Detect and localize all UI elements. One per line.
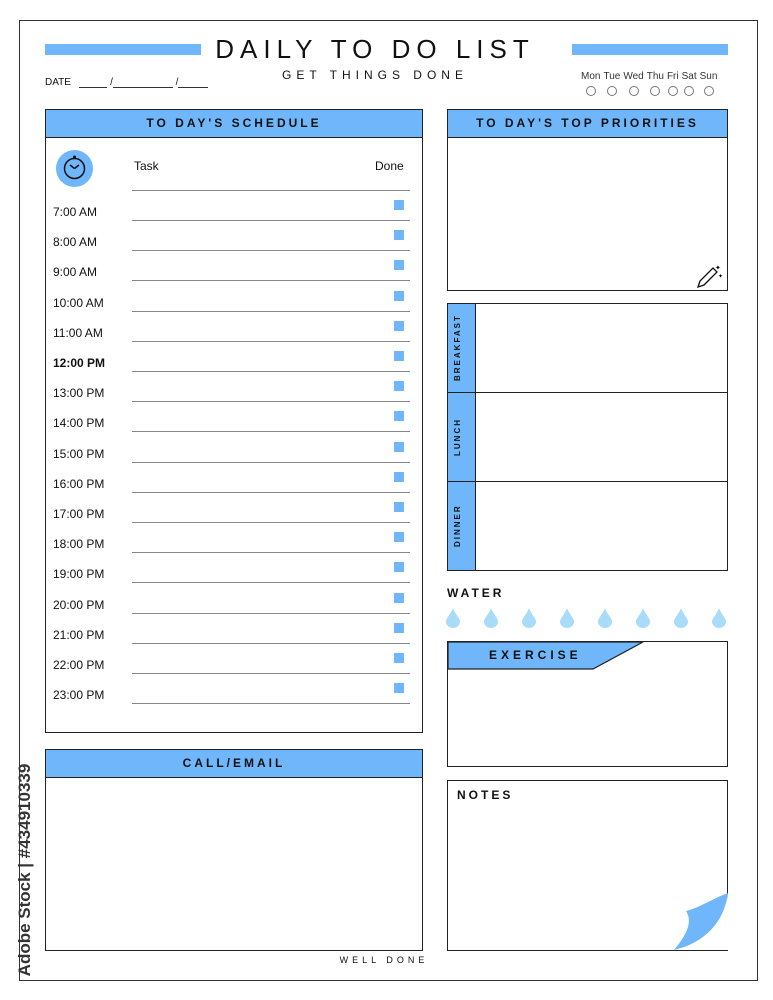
done-column-label: Done [375, 159, 404, 173]
task-line[interactable] [132, 492, 410, 493]
meal-dinner-label: DINNER [453, 504, 462, 548]
svg-text:✦: ✦ [718, 274, 723, 280]
done-checkbox[interactable] [394, 321, 404, 331]
time-slot-label: 22:00 PM [53, 658, 105, 672]
done-checkbox[interactable] [394, 623, 404, 633]
schedule-header: TO DAY'S SCHEDULE [46, 110, 422, 138]
water-drop-icon[interactable] [636, 608, 650, 628]
time-slot-label: 10:00 AM [53, 295, 104, 310]
weekday-selector [581, 71, 717, 96]
water-drop-icon[interactable] [598, 608, 612, 628]
weekday-checkbox[interactable] [704, 86, 714, 96]
task-line[interactable] [132, 341, 410, 342]
time-slot-label: 11:00 AM [53, 325, 103, 340]
done-checkbox[interactable] [394, 200, 404, 210]
meals-panel [447, 303, 728, 571]
task-line[interactable] [132, 673, 410, 674]
task-line[interactable] [132, 552, 410, 553]
weekday-checkbox[interactable] [684, 86, 694, 96]
water-label: WATER [447, 586, 505, 600]
time-slot-label: 23:00 PM [53, 688, 105, 703]
time-slot-label: 16:00 PM [53, 476, 105, 491]
clock-icon [56, 150, 93, 187]
water-drop-icon[interactable] [674, 608, 688, 628]
water-drop-icon[interactable] [712, 608, 726, 628]
done-checkbox[interactable] [394, 562, 404, 572]
done-checkbox[interactable] [394, 230, 404, 240]
weekday-checkbox[interactable] [629, 86, 639, 96]
task-line[interactable] [132, 431, 410, 432]
weekday-tue[interactable] [603, 71, 620, 96]
priorities-panel[interactable] [447, 109, 728, 291]
meal-lunch-label: LUNCH [453, 418, 462, 456]
header-bar-left [45, 44, 201, 55]
water-drop-icon[interactable] [446, 608, 460, 628]
header-bar-right [572, 44, 728, 55]
water-drop-icon[interactable] [560, 608, 574, 628]
time-slot-label: 8:00 AM [53, 235, 98, 250]
time-slot-label: 9:00 AM [53, 265, 98, 280]
done-checkbox[interactable] [394, 472, 404, 482]
date-sep: / [175, 77, 179, 88]
water-drop-icon[interactable] [484, 608, 498, 628]
weekday-sun[interactable] [700, 71, 718, 96]
done-checkbox[interactable] [394, 411, 404, 421]
weekday-label: Wed [623, 71, 644, 82]
call-email-panel[interactable] [45, 749, 423, 951]
done-checkbox[interactable] [394, 351, 404, 361]
done-checkbox[interactable] [394, 291, 404, 301]
time-slot-label: 13:00 PM [53, 386, 105, 401]
time-slot-label: 12:00 PM [53, 356, 106, 370]
time-slot-label: 14:00 PM [53, 416, 105, 431]
page-curl-icon [674, 893, 730, 956]
weekday-checkbox[interactable] [668, 86, 678, 96]
meal-breakfast-label: BREAKFAST [453, 314, 462, 382]
exercise-title: EXERCISE [489, 648, 582, 662]
done-checkbox[interactable] [394, 593, 404, 603]
weekday-checkbox[interactable] [586, 86, 596, 96]
time-slot-label: 20:00 PM [53, 597, 105, 612]
weekday-checkbox[interactable] [650, 86, 660, 96]
page-subtitle: GET THINGS DONE [282, 68, 468, 82]
header-divider [132, 190, 410, 191]
time-slot-label: 15:00 PM [53, 446, 105, 461]
time-slot-label: 18:00 PM [53, 537, 105, 552]
date-field[interactable] [45, 77, 208, 88]
date-sep: / [110, 77, 113, 88]
weekday-label: Sun [699, 71, 718, 82]
task-line[interactable] [132, 613, 410, 614]
task-column-label: Task [134, 159, 159, 173]
task-line[interactable] [132, 462, 410, 463]
weekday-sat[interactable] [682, 71, 697, 96]
task-line[interactable] [132, 280, 410, 281]
done-checkbox[interactable] [394, 653, 404, 663]
task-line[interactable] [132, 703, 410, 704]
done-checkbox[interactable] [394, 502, 404, 512]
footer-text: WELL DONE [339, 955, 429, 965]
weekday-label: Sat [681, 71, 697, 82]
task-line[interactable] [132, 250, 410, 251]
date-label: DATE [45, 77, 71, 88]
weekday-wed[interactable] [623, 71, 643, 96]
weekday-label: Mon [581, 71, 601, 82]
weekday-mon[interactable] [581, 71, 600, 96]
weekday-label: Fri [666, 71, 679, 82]
svg-text:✦: ✦ [715, 265, 721, 272]
time-slot-label: 17:00 PM [53, 507, 105, 521]
done-checkbox[interactable] [394, 260, 404, 270]
task-line[interactable] [132, 371, 410, 372]
weekday-fri[interactable] [667, 71, 679, 96]
notes-title: NOTES [457, 788, 514, 802]
pencil-icon [695, 262, 723, 295]
page-title: DAILY TO DO LIST [215, 34, 535, 64]
done-checkbox[interactable] [394, 683, 404, 693]
watermark: Adobe Stock | #434910339 [15, 763, 34, 977]
done-checkbox[interactable] [394, 381, 404, 391]
weekday-checkbox[interactable] [607, 86, 617, 96]
done-checkbox[interactable] [394, 442, 404, 452]
weekday-label: Thu [646, 71, 664, 82]
weekday-thu[interactable] [647, 71, 664, 96]
task-line[interactable] [132, 643, 410, 644]
task-line[interactable] [132, 582, 410, 583]
call-email-header: CALL/EMAIL [46, 750, 422, 778]
weekday-label: Tue [603, 71, 621, 82]
task-line[interactable] [132, 311, 410, 312]
time-slot-label: 21:00 PM [53, 627, 105, 642]
task-line[interactable] [132, 401, 410, 402]
task-line[interactable] [132, 220, 410, 221]
priorities-header: TO DAY'S TOP PRIORITIES [448, 110, 727, 138]
time-slot-label: 7:00 AM [53, 205, 98, 219]
time-slot-label: 19:00 PM [53, 567, 105, 582]
water-drop-icon[interactable] [522, 608, 536, 628]
task-line[interactable] [132, 522, 410, 523]
done-checkbox[interactable] [394, 532, 404, 542]
